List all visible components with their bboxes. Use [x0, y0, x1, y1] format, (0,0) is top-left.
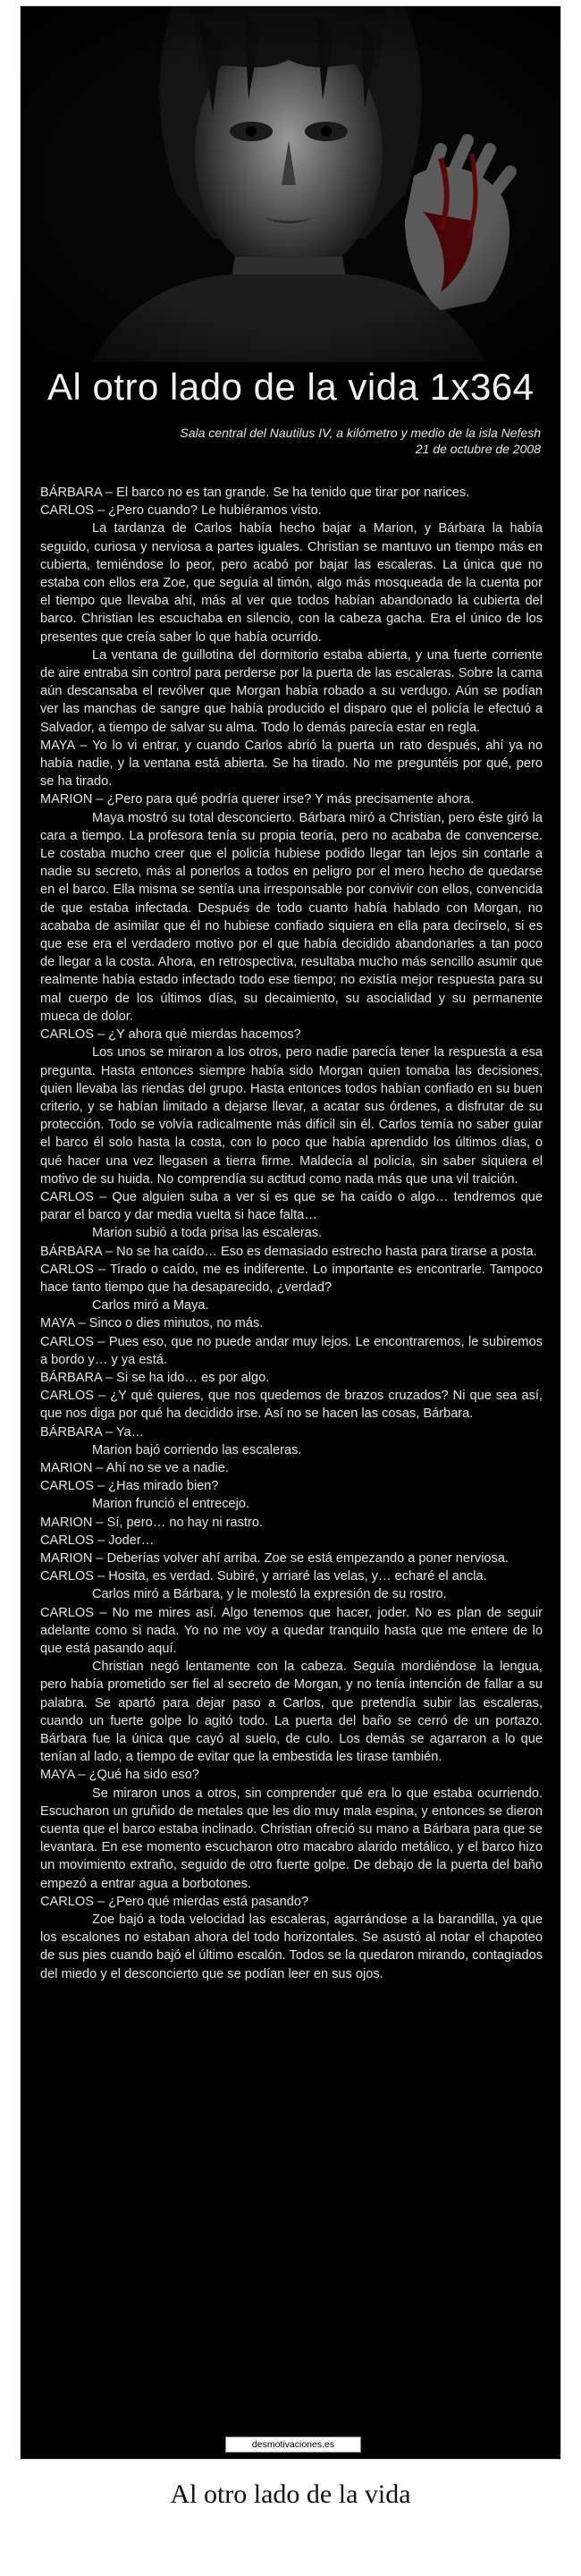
- story-dialog-line: MAYA – ¿Qué ha sido eso?: [40, 1768, 199, 1783]
- story-dialog-line: BÁRBARA – El barco no es tan grande. Se ha tenido que tirar por narices.: [40, 486, 470, 500]
- story-narration: Marion bajó corriendo las escaleras.: [92, 1442, 302, 1457]
- site-watermark[interactable]: desmotivaciones.es: [226, 2437, 360, 2452]
- story-dialog-line: MARION – ¿Pero para qué podría querer irse? Y más precisamente ahora.: [40, 792, 475, 807]
- story-narration: Marion subió a toda prisa las escaleras.: [92, 1226, 323, 1241]
- story-dialog-line: BÁRBARA – Ya…: [40, 1424, 145, 1440]
- story-narration: Christian negó lentamente con la cabeza. Seguía mordiéndose la lengua, pero había prometido ser fiel al secreto de Morgan, y no tenía intención de fallar a su palabra. Se apartó para dejar paso a Carlos, que pretendía subir las escaleras, cuando un fuerte golpe lo agitó todo. La puerta del baño se cerró de un portazo. Bárbara fue la única que cayó al suelo, de culo. Los demás se agarraron a lo que tenían al lado, a tiempo de evitar que la embestida les tirase también.: [40, 1660, 543, 1765]
- portrait-photo-icon: [21, 6, 560, 362]
- portrait-illustration: [21, 6, 560, 362]
- story-narration: Se miraron unos a otros, sin comprender qué era lo que estaba ocurriendo. Escucharon un gruñido de metales que les dio muy mala espina, y entonces se dieron cuenta que el barco estaba inclinado. Christian ofreció su mano a Bárbara para que se levantara. En ese momento escucharon otro macabro alarido metálico, y el barco hizo un movimiento extraño, seguido de otro fuerte golpe. De debajo de la puerta del baño empezó a entrar agua a borbotones.: [40, 1786, 543, 1891]
- story-dialog-line: CARLOS – Joder…: [40, 1533, 155, 1548]
- story-dialog-line: CARLOS – Que alguien suba a ver si es que se ha caído o algo… tendremos que parar el barco y dar media vuelta si hace falta…: [40, 1189, 543, 1223]
- scene-location: [76, 425, 541, 457]
- story-narration: La ventana de guillotina del dormitorio estaba abierta, y una fuerte corriente de aire entraba sin control para perderse por la puerta de las escaleras. Sobre la cama aún descansaba el revólver que Morgan había robado a su verdugo. Aún se podían ver las manchas de sangre que había producido el disparo que el policía le efectuó a Salvador, a tiempo de salvar su alma. Todo lo demás parecía estar en regla.: [40, 647, 543, 735]
- poster-frame: [20, 5, 561, 2460]
- story-dialog-line: MARION – Deberías volver ahí arriba. Zoe se está empezando a poner nerviosa.: [40, 1550, 509, 1566]
- story-dialog-line: CARLOS – ¿Pero qué mierdas está pasando?: [40, 1894, 309, 1909]
- story-dialog-line: CARLOS – ¿Y qué quieres, que nos quedemos de brazos cruzados? Ni que sea así, que nos diga por qué ha decidido irse. Así no se hacen las cosas, Bárbara.: [40, 1389, 543, 1422]
- story-narration: Carlos miró a Maya.: [92, 1298, 209, 1313]
- story-dialog-line: MARION – Sí, pero… no hay ni rastro.: [40, 1515, 263, 1530]
- story-dialog-line: CARLOS – ¿Y ahora qué mierdas hacemos?: [40, 1027, 301, 1043]
- story-dialog-line: MAYA – Yo lo vi entrar, y cuando Carlos abrió la puerta un rato después, ahí ya no había nadie, y la ventana está abierta. Se ha tirado. No me preguntéis por qué, pero se ha tirado.: [40, 738, 543, 790]
- story-narration: Marion frunció el entrecejo.: [92, 1497, 250, 1512]
- story-narration: Maya mostró su total desconcierto. Bárbara miró a Christian, pero éste giró la cara a tiempo. La profesora tenía su propia teoría, pero no acababa de convencerse. Le costaba mucho creer que el policía hubiese podido llegar tan lejos sin contarle a nadie su secreto, más al ponerlos a todos en peligro por el mero hecho de quedarse en el barco. Ella misma se sentía una irresponsable por convivir con ellos, convencida de que estaba infectada. Después de todo cuanto había hablado con Morgan, no acababa de asimilar que él no hubiese confiado siquiera en ella para decírselo, si es que ese era el verdadero motivo por el que había decidido abandonarles a tan poco de llegar a la costa. Ahora, en retrospectiva, resultaba mucho más sencillo asumir que realmente había estado infectado todo ese tiempo; no existía mejor respuesta para su mal cuerpo de los últimos días, su decaimiento, su asocialidad y su permanente mueca de dolor.: [40, 810, 543, 1024]
- scene-location-date: 21 de octubre de 2008: [415, 442, 541, 456]
- story-dialog-line: MAYA – Sinco o dies minutos, no más.: [40, 1316, 264, 1331]
- story-narration: Zoe bajó a toda velocidad las escaleras, agarrándose a la barandilla, ya que los escalones no estaban ahora del todo horizontales. Se asustó al notar el chapoteo de sus pies cuando bajó el último escalón. Todos se la quedaron mirando, contagiados del miedo y el desconcierto que se podían leer en sus ojos.: [40, 1913, 543, 1981]
- story-dialog-line: BÁRBARA – No se ha caído… Eso es demasiado estrecho hasta para tirarse a posta.: [40, 1244, 537, 1259]
- story-dialog-line: MARION – Ahí no se ve a nadie.: [40, 1460, 229, 1475]
- scene-location-place: Sala central del Nautilus IV, a kilómetro y medio de la isla Nefesh: [180, 426, 541, 440]
- story-dialog-line: CARLOS – ¿Pero cuando? Le hubiéramos visto.: [40, 503, 322, 519]
- story-text: [40, 484, 543, 2438]
- story-dialog-line: CARLOS – Pues eso, que no puede andar muy lejos. Le encontraremos, le subiremos a bordo y… y ya está.: [40, 1334, 543, 1367]
- poster-title: Al otro lado de la vida 1x364: [47, 366, 535, 408]
- story-narration: La tardanza de Carlos había hecho bajar a Marion, y Bárbara la había seguido, curiosa y nerviosa a partes iguales. Christian se mantuvo un tiempo más en cubierta, temiéndose lo peor, pero acabó por bajar las escaleras. La única que no estaba con ellos era Zoe, que seguía al timón, algo más mosqueada de la cuenta por el tiempo que llevaba ahí, más al ver que todos habían abandonado la cubierta del barco. Christian les escuchaba en silencio, con la cabeza gacha. Era el único de los presentes que creía saber lo que había ocurrido.: [40, 521, 543, 645]
- poster-caption: Al otro lado de la vida: [170, 2479, 411, 2509]
- story-dialog-line: BÁRBARA – Si se ha ido… es por algo.: [40, 1370, 270, 1385]
- story-dialog-line: CARLOS – Hosita, es verdad. Subiré, y arriaré las velas, y… echaré el ancla.: [40, 1569, 487, 1584]
- story-dialog-line: CARLOS – No me mires así. Algo tenemos que hacer, joder. No es plan de seguir adelante como si nada. Yo no me voy a quedar tranquilo hasta que me entere de lo que está pasando aquí.: [40, 1605, 543, 1656]
- story-dialog-line: CARLOS – Tirado o caído, me es indiferente. Lo importante es encontrarle. Tampoco hace tanto tiempo que ha desaparecido, ¿verdad?: [40, 1262, 543, 1295]
- story-narration: Los unos se miraron a los otros, pero nadie parecía tener la respuesta a esa pregunta. Hasta entonces siempre había sido Morgan quien tomaba las decisiones, quien llevaba las riendas del grupo. Hasta entonces todos habían confiado en su buen criterio, y se habían limitado a dejarse llevar, a acatar sus órdenes, a disfrutar de su protección. Todo se volvía radicalmente más difícil sin él. Carlos temía no saber guiar el barco él solo hasta la costa, con lo poco que había aprendido los últimos días, o qué hacer una vez llegasen a tierra firme. Maldecía al policía, sin saber siquiera el motivo de su huida. No comprendía su actitud como nada más que una vil traición.: [40, 1045, 543, 1187]
- story-narration: Carlos miró a Bárbara, y le molestó la expresión de su rostro.: [92, 1587, 447, 1602]
- story-dialog-line: CARLOS – ¿Has mirado bien?: [40, 1479, 219, 1494]
